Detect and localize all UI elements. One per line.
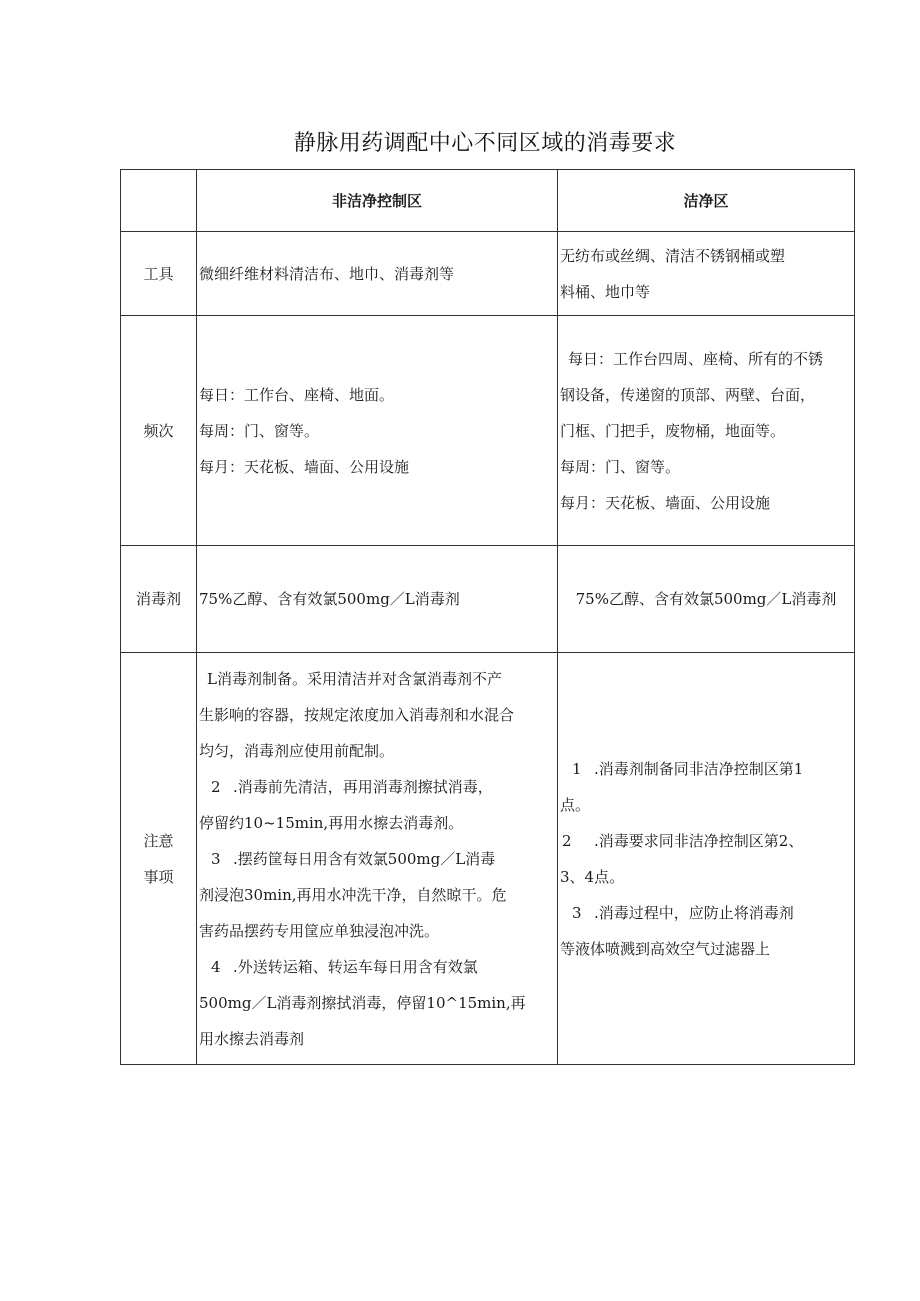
text-line: 害药品摆药专用筐应单独浸泡冲洗。 xyxy=(199,921,440,940)
table-row-notes xyxy=(121,653,855,1065)
text-line: 停留约10~15min,再用水擦去消毒剂。 xyxy=(199,813,464,832)
table-row-tools xyxy=(121,232,855,316)
row-label-notes-line1: 注意 xyxy=(143,831,174,850)
text-line: 每周：门、窗等。 xyxy=(199,421,320,440)
table-header-row xyxy=(121,170,855,232)
text-line: 每日：工作台、座椅、地面。 xyxy=(199,385,395,404)
table-row-disinfectant xyxy=(121,546,855,653)
item-text: .消毒前先清洁，再用消毒剂擦拭消毒， xyxy=(233,777,493,796)
item-text: .消毒过程中，应防止将消毒剂 xyxy=(594,903,794,922)
cell-disinfectant-noncontrol xyxy=(197,546,558,653)
row-label-notes-line2: 事项 xyxy=(143,867,174,886)
cell-disinfectant-clean xyxy=(558,546,855,653)
text-line: 每周：门、窗等。 xyxy=(560,457,681,476)
text-line: 500mg／L消毒剂擦拭消毒，停留10^15min,再 xyxy=(199,993,526,1012)
list-item-line xyxy=(199,769,555,805)
cell-notes-noncontrol xyxy=(197,653,558,1065)
row-label-frequency: 频次 xyxy=(121,316,197,546)
text-line: 3、4点。 xyxy=(560,867,625,886)
cell-tools-noncontrol xyxy=(197,232,558,316)
item-text: .消毒剂制备同非洁净控制区第1 xyxy=(594,759,804,778)
text-line: 均匀，消毒剂应使用前配制。 xyxy=(199,741,395,760)
row-label-notes xyxy=(121,653,197,1065)
list-item-line xyxy=(560,895,852,931)
cell-notes-clean xyxy=(558,653,855,1065)
item-number: 2 xyxy=(562,831,572,850)
item-number: 4 xyxy=(211,957,221,976)
text-line: 生影响的容器，按规定浓度加入消毒剂和水混合 xyxy=(199,705,515,724)
corner-cell xyxy=(121,170,197,232)
list-item-line xyxy=(560,823,852,859)
table-row-frequency xyxy=(121,316,855,546)
item-text: .外送转运箱、转运车每日用含有效氯 xyxy=(233,957,478,976)
row-label-disinfectant: 消毒剂 xyxy=(121,546,197,653)
list-item-line xyxy=(199,949,555,985)
item-number: 3 xyxy=(211,849,221,868)
text-line: L消毒剂制备。采用清洁并对含氯消毒剂不产 xyxy=(207,669,502,688)
item-number: 2 xyxy=(211,777,221,796)
column-header-clean: 洁净区 xyxy=(558,170,855,232)
item-number: 3 xyxy=(572,903,582,922)
text-line: 点。 xyxy=(560,795,591,814)
cell-frequency-noncontrol xyxy=(197,316,558,546)
text-line: 75%乙醇、含有效氯500mg／L消毒剂 xyxy=(199,590,460,608)
item-text: .摆药筐每日用含有效氯500mg／L消毒 xyxy=(233,849,496,868)
text-line: 门框、门把手，废物桶，地面等。 xyxy=(560,421,786,440)
text-line: 75%乙醇、含有效氯500mg／L消毒剂 xyxy=(575,590,837,608)
row-label-tools: 工具 xyxy=(121,232,197,316)
document-title: 静脉用药调配中心不同区域的消毒要求 xyxy=(293,131,677,156)
column-header-noncontrol: 非洁净控制区 xyxy=(197,170,558,232)
item-number: 1 xyxy=(572,759,582,778)
text-line: 微细纤维材料清洁布、地巾、消毒剂等 xyxy=(199,264,455,283)
list-item-line xyxy=(199,841,555,877)
text-line: 无纺布或丝绸、清洁不锈钢桶或塑 xyxy=(560,246,786,265)
text-line: 钢设备，传递窗的顶部、两壁、台面， xyxy=(560,385,816,404)
text-line: 每月：天花板、墙面、公用设施 xyxy=(560,493,771,512)
text-line: 等液体喷溅到高效空气过滤器上 xyxy=(560,939,771,958)
text-line: 用水擦去消毒剂 xyxy=(199,1029,305,1048)
cell-frequency-clean xyxy=(558,316,855,546)
cell-tools-clean xyxy=(558,232,855,316)
list-item-line xyxy=(560,751,852,787)
text-line: 每日：工作台四周、座椅、所有的不锈 xyxy=(568,349,824,368)
text-line: 每月：天花板、墙面、公用设施 xyxy=(199,457,410,476)
item-text: .消毒要求同非洁净控制区第2、 xyxy=(594,831,804,850)
text-line: 料桶、地巾等 xyxy=(560,282,651,301)
disinfection-table xyxy=(120,169,855,1065)
text-line: 剂浸泡30min,再用水冲洗干净，自然晾干。危 xyxy=(199,885,507,904)
